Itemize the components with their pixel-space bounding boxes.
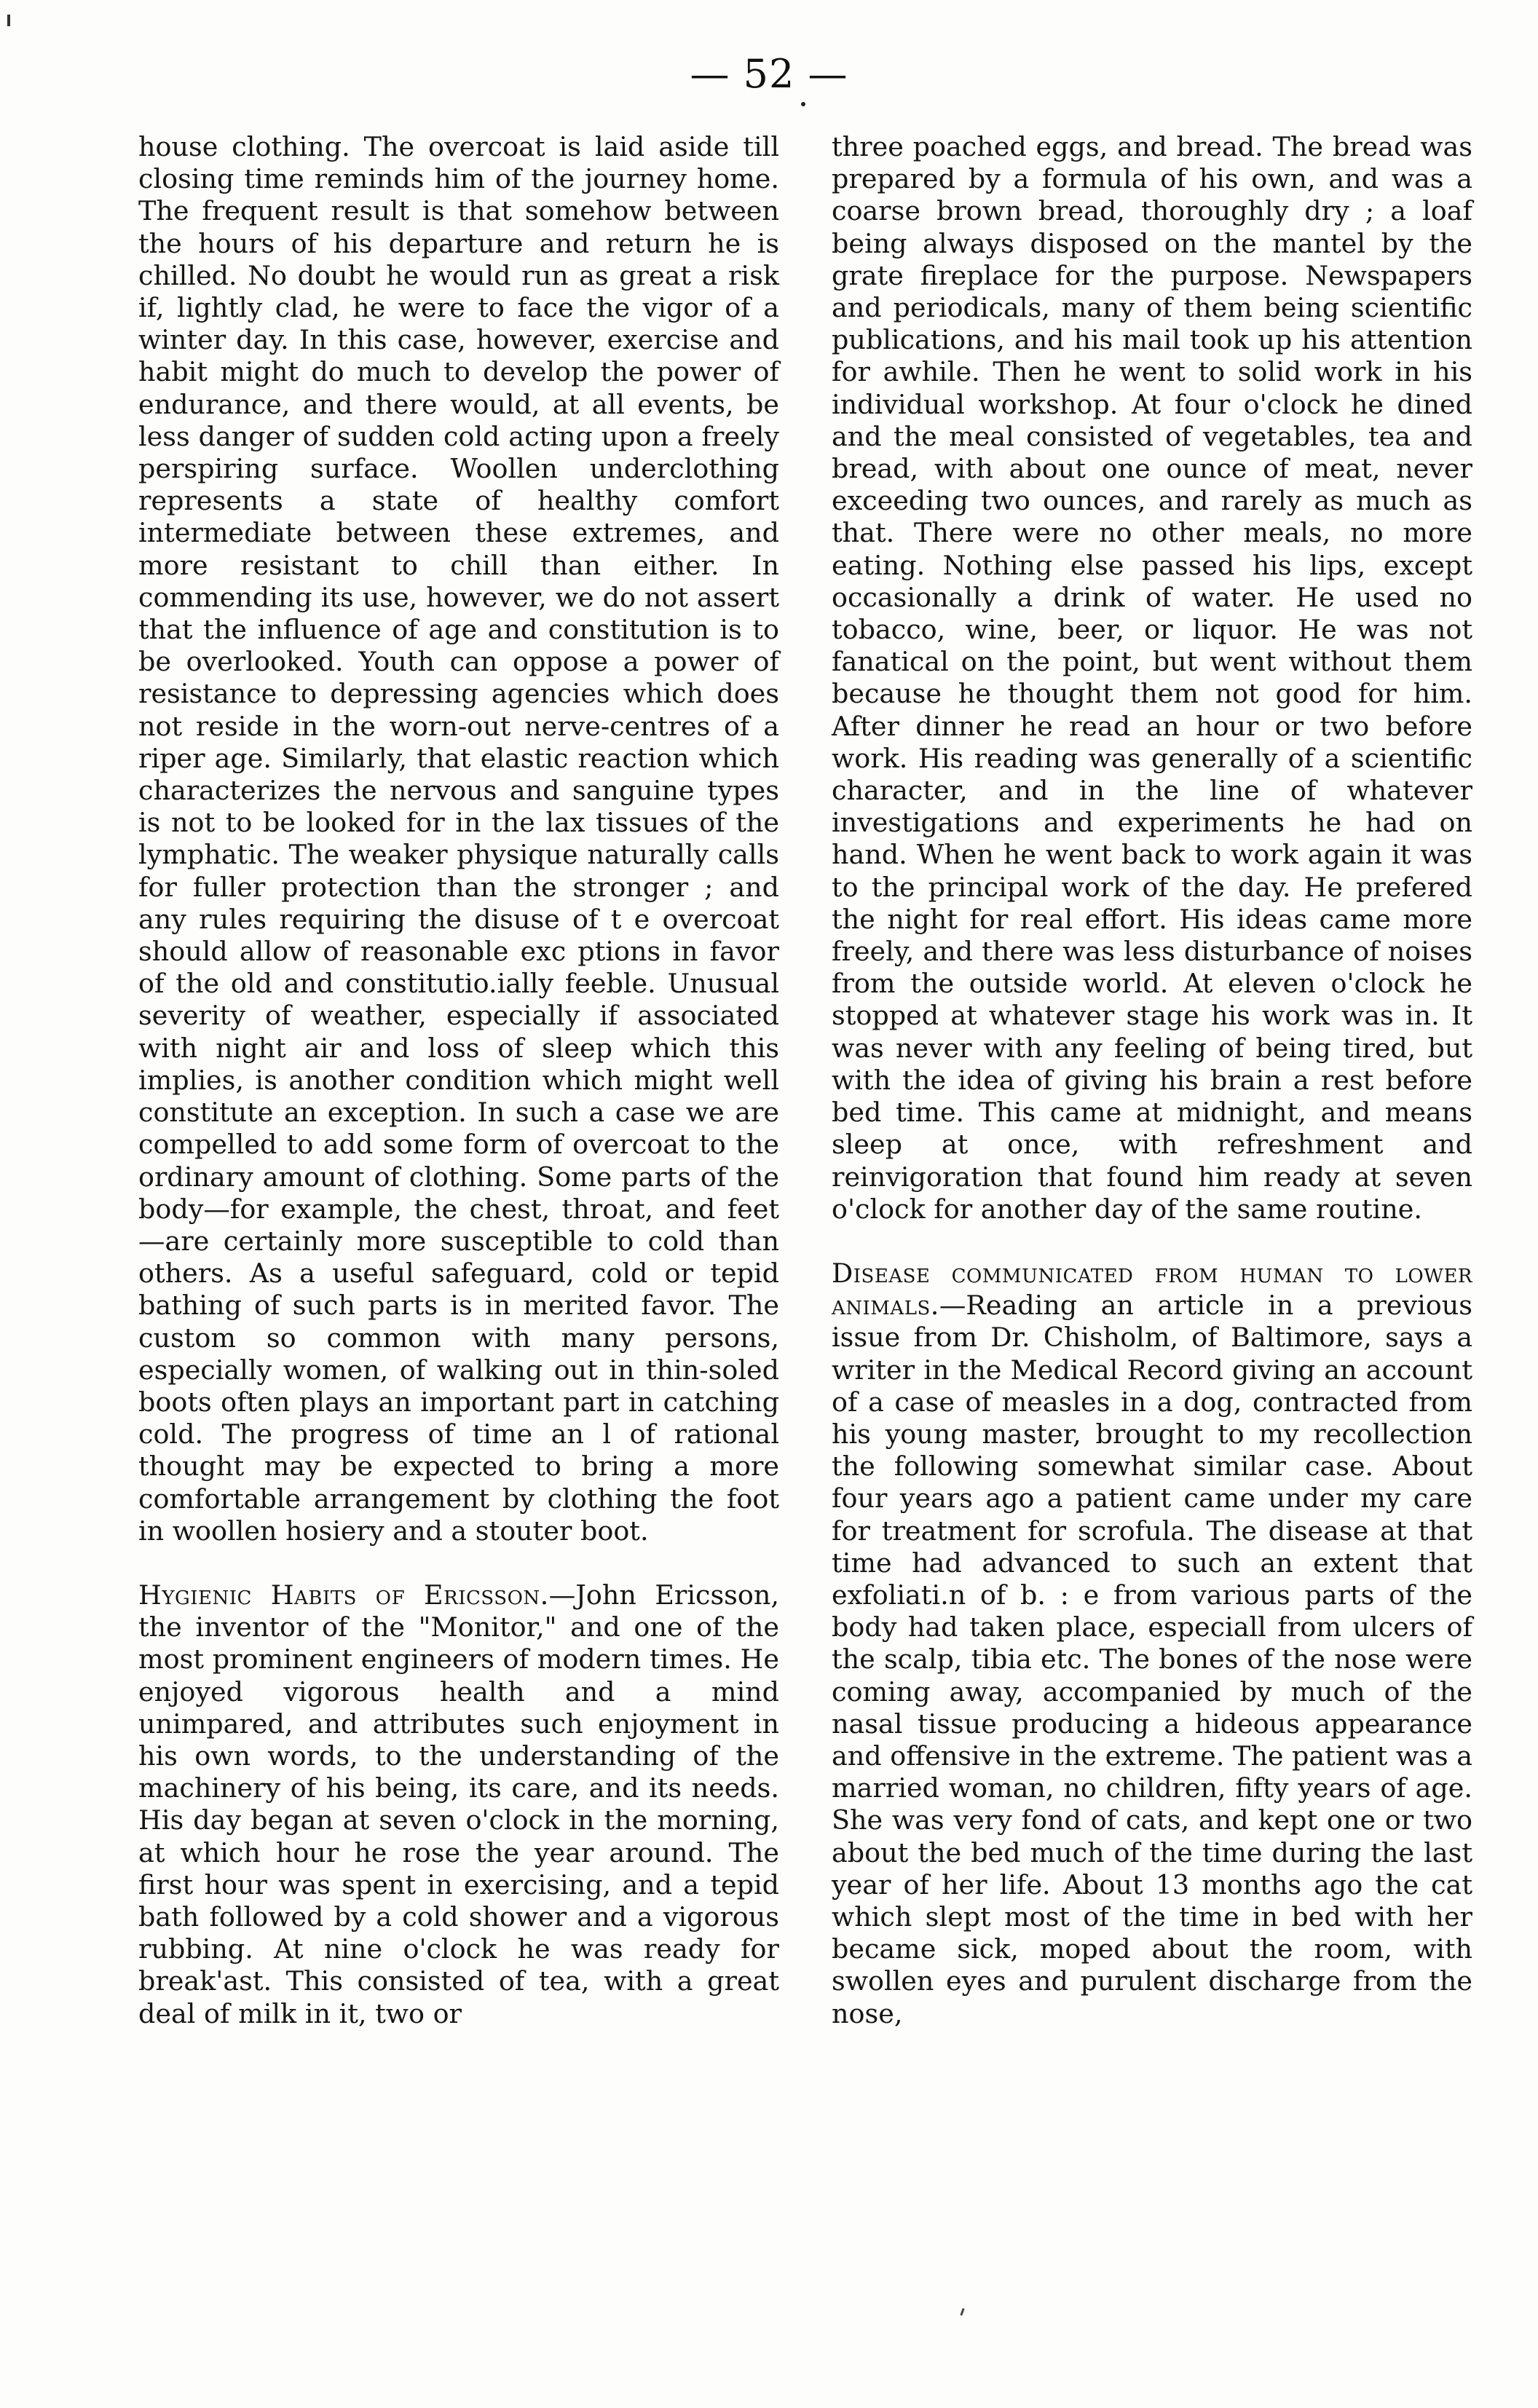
ink-dot xyxy=(801,102,805,106)
disease-article-body: —Reading an article in a previous issue from Dr. Chisholm, of Baltimore, says a writer in the Medical Record giving an account of a case of measles in a dog, contracted from his young master, brought to my recollection the following somewhat similar case. About four years ago a patient came under my care for treatment for scrofula. The disease at that time had advanced to such an extent that exfoliati.n of b. : e from various parts of the body had taken place, especiall from ulcers of the scalp, tibia etc. The bones of the nose were coming away, accompanied by much of the nasal tissue producing a hideous appearance and offensive in the extreme. The patient was a married woman, no children, fifty years of age. She was very fond of cats, and kept one or two about the bed much of the time during the last year of her life. About 13 months ago the cat which slept most of the time in bed with her became sick, moped about the room, with swollen eyes and purulent discharge from the nose, xyxy=(832,1290,1472,2029)
ericsson-article-body: —John Ericsson, the inventor of the "Monitor," and one of the most prominent engineers of modern times. He enjoyed vigorous health and a mind unimpared, and attributes such enjoyment in his own words, to the understanding of the machinery of his being, its care, and its needs. His day began at seven o'clock in the morning, at which hour he rose the year around. The first hour was spent in exercising, and a tepid bath followed by a cold shower and a vigorous rubbing. At nine o'clock he was ready for break'ast. This consisted of tea, with a great deal of milk in it, two or xyxy=(138,1579,779,2029)
overcoat-paragraph: house clothing. The overcoat is laid aside till closing time reminds him of the journey home. The frequent result is that somehow between the hours of his departure and return he is chilled. No doubt he would run as great a risk if, lightly clad, he were to face the vigor of a winter day. In this case, however, exercise and habit might do much to develop the power of endurance, and there would, at all events, be less danger of sudden cold acting upon a freely perspiring surface. Woollen underclothing represents a state of healthy comfort intermediate between these extremes, and more resistant to chill than either. In commending its use, however, we do not assert that the influence of age and constitution is to be overlooked. Youth can oppose a power of resistance to depressing agencies which does not reside in the worn-out nerve-centres of a riper age. Similarly, that elastic reaction which characterizes the nervous and sanguine types is not to be looked for in the lax tissues of the lymphatic. The weaker physique naturally calls for fuller protection than the stronger ; and any rules requiring the disuse of t e overcoat should allow of reasonable exc ptions in favor of the old and constitutio.ially feeble. Unusual severity of weather, especially if associated with night air and loss of sleep which this implies, is another condition which might well constitute an exception. In such a case we are compelled to add some form of overcoat to the ordinary amount of clothing. Some parts of the body—for example, the chest, throat, and feet—are certainly more susceptible to cold than others. As a useful safeguard, cold or tepid bathing of such parts is in merited favor. The custom so common with many persons, especially women, of walking out in thin-soled boots often plays an important part in catching cold. The progress of time an l of rational thought may be expected to bring a more comfortable arrangement by clothing the foot in woollen hosiery and a stouter boot. xyxy=(138,131,779,1547)
disease-article-title: Disease communicated from human to lower animals. xyxy=(832,1257,1472,1322)
paragraph-gap xyxy=(832,1225,1472,1258)
disease-article xyxy=(832,1258,1472,2030)
ink-mark xyxy=(960,2308,964,2316)
paragraph-gap xyxy=(138,1547,779,1579)
margin-mark xyxy=(7,15,10,26)
right-column xyxy=(832,131,1472,2030)
ericsson-article xyxy=(138,1579,779,2030)
ericsson-continuation-paragraph: three poached eggs, and bread. The bread was prepared by a formula of his own, and was a coarse brown bread, thoroughly dry ; a loaf being always disposed on the mantel by the grate fireplace for the purpose. Newspapers and periodicals, many of them being scientific publications, and his mail took up his attention for awhile. Then he went to solid work in his individual workshop. At four o'clock he dined and the meal consisted of vegetables, tea and bread, with about one ounce of meat, never exceeding two ounces, and rarely as much as that. There were no other meals, no more eating. Nothing else passed his lips, except occasionally a drink of water. He used no tobacco, wine, beer, or liquor. He was not fanatical on the point, but went without them because he thought them not good for him. After dinner he read an hour or two before work. His reading was generally of a scientific character, and in the line of whatever investigations and experiments he had on hand. When he went back to work again it was to the principal work of the day. He prefered the night for real effort. His ideas came more freely, and there was less disturbance of noises from the outside world. At eleven o'clock he stopped at whatever stage his work was in. It was never with any feeling of being tired, but with the idea of giving his brain a rest before bed time. This came at midnight, and means sleep at once, with refreshment and reinvigoration that found him ready at seven o'clock for another day of the same routine. xyxy=(832,131,1472,1225)
ericsson-article-title: Hygienic Habits of Ericsson. xyxy=(138,1579,549,1611)
left-column xyxy=(138,131,779,2030)
page-number: — 52 — xyxy=(690,51,848,97)
